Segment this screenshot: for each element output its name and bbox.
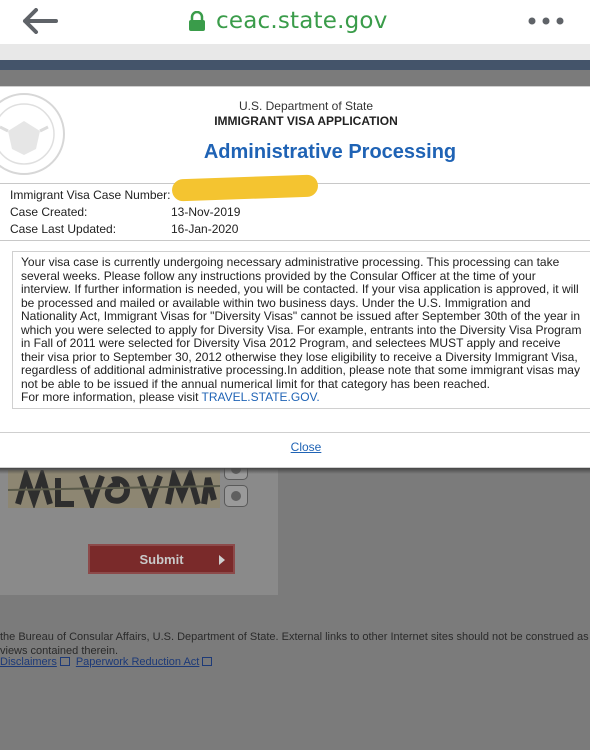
processing-message-text: Your visa case is currently undergoing necessary administrative processing. This processing can take several weeks. Please follow any instructions provided by the Consular Officer at the time of your interview. If further information is needed, you will be contacted. If your visa application is approved, it will be processed and mailed or available within two business days. Under the U.S. Immigration and Nationality Act, Immigrant Visas for "Diversity Visas" cannot be issued after September 30th of the year in which you were selected to apply for Diversity Visa. For example, entrants into the Diversity Visa Program in Fall of 2011 were selected for Diversity Visa 2012 Program, and selectees MUST apply and receive their visa prior to September 30, 2012 otherwise they lose eligibility to receive a Diversity Immigrant Visa, regardless of additional administrative processing.In addition, please note that some immigrant visas may not be able to be issued if the annual numerical limit for that category has been reached. xyxy=(21,255,582,391)
browser-toolbar xyxy=(0,0,590,44)
dialog-footer-divider xyxy=(0,432,590,433)
external-link-icon xyxy=(60,657,70,666)
case-number-label: Immigrant Visa Case Number: xyxy=(10,188,171,202)
travel-state-gov-link[interactable]: TRAVEL.STATE.GOV. xyxy=(201,390,320,404)
address-bar[interactable] xyxy=(188,6,388,36)
administrative-processing-dialog xyxy=(0,86,590,468)
footer-disclaimer-text: the Bureau of Consular Affairs, U.S. Department of State. External links to other Internet sites should not be construed as views contained therein. xyxy=(0,631,589,657)
dialog-shadow xyxy=(0,468,590,474)
footer-link-disclaimers[interactable]: Disclaimers xyxy=(0,656,70,668)
submit-arrow-icon xyxy=(219,555,225,565)
case-created-label: Case Created: xyxy=(10,205,88,219)
page-header-band xyxy=(0,60,590,70)
more-vertical-icon[interactable] xyxy=(528,17,564,25)
footer-links xyxy=(0,656,212,668)
application-title: IMMIGRANT VISA APPLICATION xyxy=(214,114,398,128)
case-updated-value: 16-Jan-2020 xyxy=(171,222,239,236)
captcha-refresh-button[interactable] xyxy=(224,485,248,507)
captcha-image xyxy=(8,470,220,508)
external-link-icon xyxy=(202,657,212,666)
department-name: U.S. Department of State xyxy=(238,99,374,113)
case-created-value: 13-Nov-2019 xyxy=(171,205,241,219)
case-updated-label: Case Last Updated: xyxy=(10,222,117,236)
lock-icon xyxy=(188,11,206,31)
more-info-line: For more information, please visit TRAVEL.STATE.GOV. xyxy=(21,390,320,404)
submit-button[interactable] xyxy=(88,544,235,574)
url-text: ceac.state.gov xyxy=(216,8,388,34)
processing-message-box xyxy=(12,251,590,409)
submit-label: Submit xyxy=(139,551,184,567)
dialog-title: Administrative Processing xyxy=(203,141,457,163)
close-button[interactable]: Close xyxy=(290,440,322,454)
back-arrow-icon[interactable] xyxy=(22,8,58,34)
footer-link-paperwork[interactable]: Paperwork Reduction Act xyxy=(76,656,213,668)
